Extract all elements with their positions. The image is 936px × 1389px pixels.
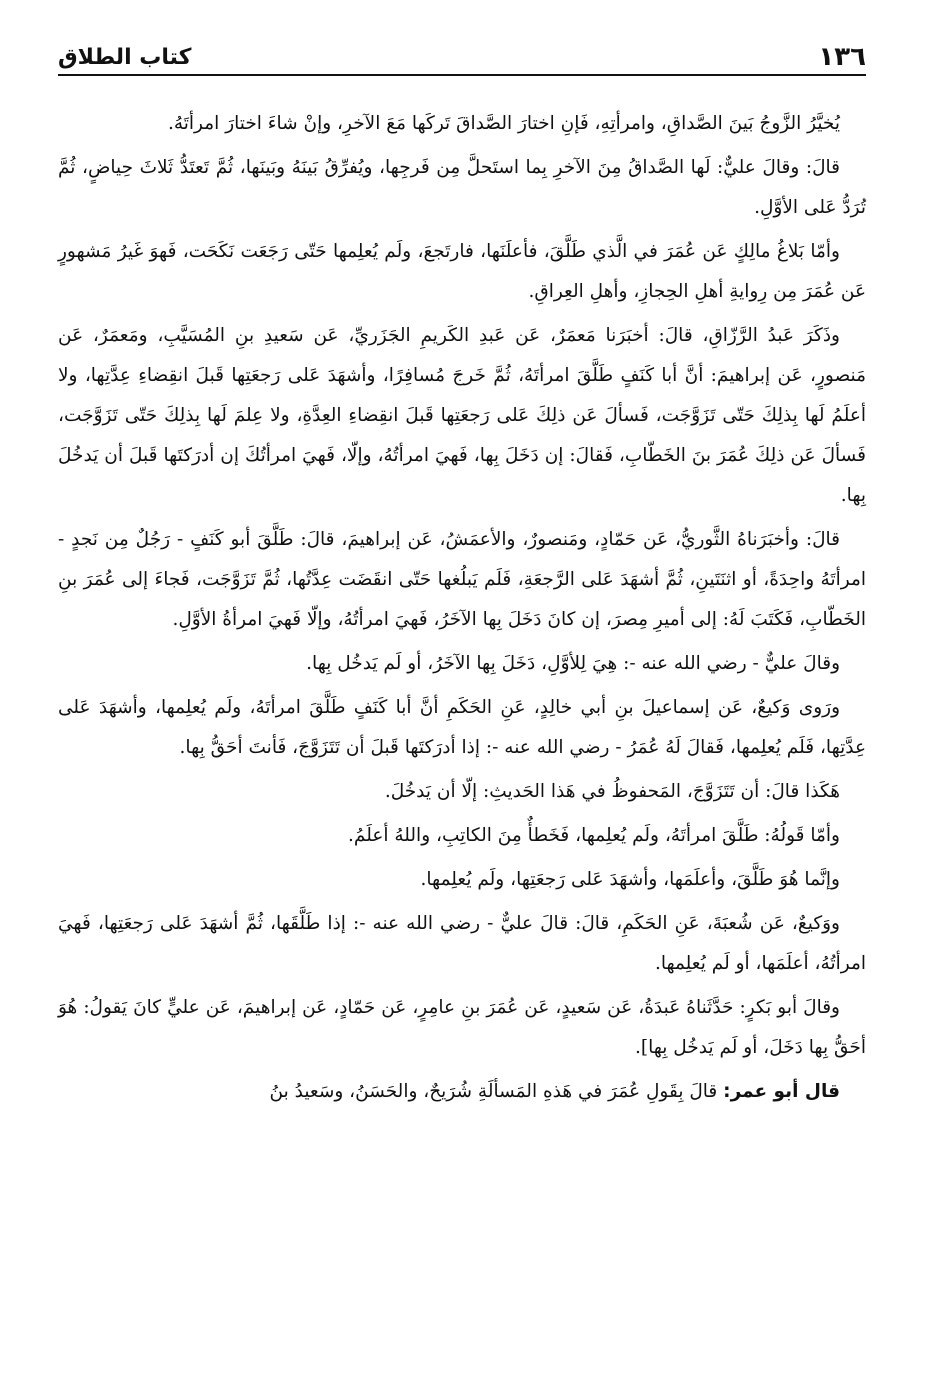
paragraph-text: وإنَّما هُوَ طَلَّقَ، وأعلَمَها، وأشهَدَ عَلى رَجعَتِها، ولَم يُعلِمها. <box>420 869 840 890</box>
paragraph <box>58 232 866 312</box>
paragraph <box>58 904 866 984</box>
paragraph <box>58 988 866 1068</box>
paragraph-text: وقالَ عليٌّ - رضي الله عنه -: هِيَ لِلأوَّلِ، دَخَلَ بِها الآخَرُ، أو لَم يَدخُل بِها. <box>306 653 840 674</box>
paragraph <box>58 148 866 228</box>
paragraph <box>58 772 866 812</box>
body-text <box>58 104 866 1377</box>
running-title: كتاب الطلاق <box>58 45 192 70</box>
paragraph-text: وذَكَرَ عَبدُ الرَّزّاقِ، قالَ: أخبَرَنا مَعمَرٌ، عَن عَبدِ الكَريمِ الجَزَريِّ، عَن سَعيدِ بنِ المُسَيَّبِ، ومَعمَرٌ، عَن مَنصورٍ، عَن إبراهيمَ: أنَّ أبا كَنَفٍ طَلَّقَ امرأتَهُ، ثُمَّ خَرجَ مُسافِرًا، وأشهَدَ عَلى رَجعَتِها قَبلَ انقِضاءِ عِدَّتِها، ولا أعلَمُ لَها بِذلِكَ حَتّى تَزَوَّجَت، فَسألَ عَن ذلِكَ عَلى رَجعَتِها قَبلَ انقِضاءِ العِدَّةِ، ولا عِلمَ لَها بِذلِكَ حَتّى تَزَوَّجَت، فَسألَ عَن ذلِكَ عُمَرَ بنَ الخَطّابِ، فَقالَ: إن دَخَلَ بِها، فَهيَ امرأتُهُ، وإلّا، فَهيَ امرأتُكَ إن أدرَكتَها قَبلَ أن يَدخُلَ بِها. <box>58 325 866 506</box>
paragraph <box>58 816 866 856</box>
paragraph-text: قالَ: وأخبَرَناهُ الثَّوريُّ، عَن حَمّادٍ، ومَنصورٌ، والأعمَشُ، عَن إبراهيمَ، قالَ: طَلَّقَ أبو كَنَفٍ - رَجُلٌ مِن نَجدٍ - امرأتَهُ واحِدَةً، أو اثنَتَينِ، ثُمَّ أشهَدَ عَلى الرَّجعَةِ، فَلَم يَبلُغها حَتّى انقَضَت عِدَّتُها، ثُمَّ تَزَوَّجَت، فَجاءَ إلى عُمَرَ بنِ الخَطّابِ، فَكَتَبَ لَهُ: إلى أميرِ مِصرَ، إن كانَ دَخَلَ بِها الآخَرُ، فَهيَ امرأتُهُ، وإلّا فَهيَ امرأةُ الأوَّلِ. <box>58 529 866 630</box>
paragraph-text: هَكَذا قالَ: أن تَتَزَوَّجَ، المَحفوظُ في هَذا الحَديثِ: إلّا أن يَدخُلَ. <box>384 781 840 802</box>
paragraph-text: وأمّا قَولُهُ: طَلَّقَ امرأتَهُ، ولَم يُعلِمها، فَخَطأٌ مِنَ الكاتِبِ، واللهُ أعلَمُ. <box>348 825 840 846</box>
page-number: ١٣٦ <box>818 42 866 72</box>
paragraph-text: وأمّا بَلاغُ مالِكٍ عَن عُمَرَ في الَّذي طَلَّقَ، فأعلَنَها، فارتَجعَ، ولَم يُعلِمها حَتّى رَجَعَت نَكَحَت، فَهوَ غَيرُ مَشهورٍ عَن عُمَرَ مِن رِوايةِ أهلِ الحِجازِ، وأهلِ العِراقِ. <box>58 241 866 302</box>
paragraph <box>58 688 866 768</box>
paragraph <box>58 316 866 516</box>
paragraph <box>58 520 866 640</box>
paragraph-text: يُخيَّرُ الزَّوجُ بَينَ الصَّداقِ، وامرأتِهِ، فَإنِ اختارَ الصَّداقَ تَركَها مَعَ الآخرِ، وإنْ شاءَ اختارَ امرأتَهُ. <box>167 113 840 134</box>
paragraph-text: وقالَ أبو بَكرٍ: حَدَّثَناهُ عَبدَةُ، عَن سَعيدٍ، عَن عُمَرَ بنِ عامِرٍ، عَن حَمّادٍ، عَن إبراهيمَ، عَن عليٍّ كانَ يَقولُ: هُوَ أحَقُّ بِها دَخَلَ، أو لَم يَدخُل بِها]. <box>58 997 866 1058</box>
paragraph <box>58 644 866 684</box>
paragraph-text: قالَ: وقالَ عليٌّ: لَها الصَّداقُ مِنَ الآخرِ بِما استَحلَّ مِن فَرجِها، ويُفرِّقُ بَينَهُ وبَينَها، ثُمَّ تَعتَدُّ ثَلاثَ حِياضٍ، ثُمَّ تُرَدُّ عَلى الأوَّلِ. <box>58 157 866 218</box>
paragraph <box>58 1072 866 1112</box>
paragraph-text: قالَ بِقَولِ عُمَرَ في هَذهِ المَسألَةِ شُرَيحٌ، والحَسَنُ، وسَعيدُ بنُ <box>269 1081 718 1102</box>
paragraph-text: ورَوى وَكيعٌ، عَن إسماعيلَ بنِ أبي خالِدٍ، عَنِ الحَكَمِ أنَّ أبا كَنَفٍ طَلَّقَ امرأتَهُ، ولَم يُعلِمها، وأشهَدَ عَلى عِدَّتِها، فَلَم يُعلِمها، فَقالَ لَهُ عُمَرُ - رضي الله عنه -: إذا أدرَكتَها قَبلَ أن تَتَزَوَّجَ، فَأنتَ أحَقُّ بِها. <box>58 697 866 758</box>
paragraph <box>58 104 866 144</box>
paragraph-lead-term: قال أبو عمر: <box>723 1081 840 1102</box>
paragraph-text: ووَكيعٌ، عَن شُعبَةَ، عَنِ الحَكَمِ، قالَ: قالَ عليٌّ - رضي الله عنه -: إذا طَلَّقَها، ثُمَّ أشهَدَ عَلى رَجعَتِها، فَهيَ امرأتُهُ، أعلَمَها، أو لَم يُعلِمها. <box>58 913 866 974</box>
page-header <box>58 40 866 80</box>
paragraph <box>58 860 866 900</box>
header-rule <box>58 74 866 76</box>
